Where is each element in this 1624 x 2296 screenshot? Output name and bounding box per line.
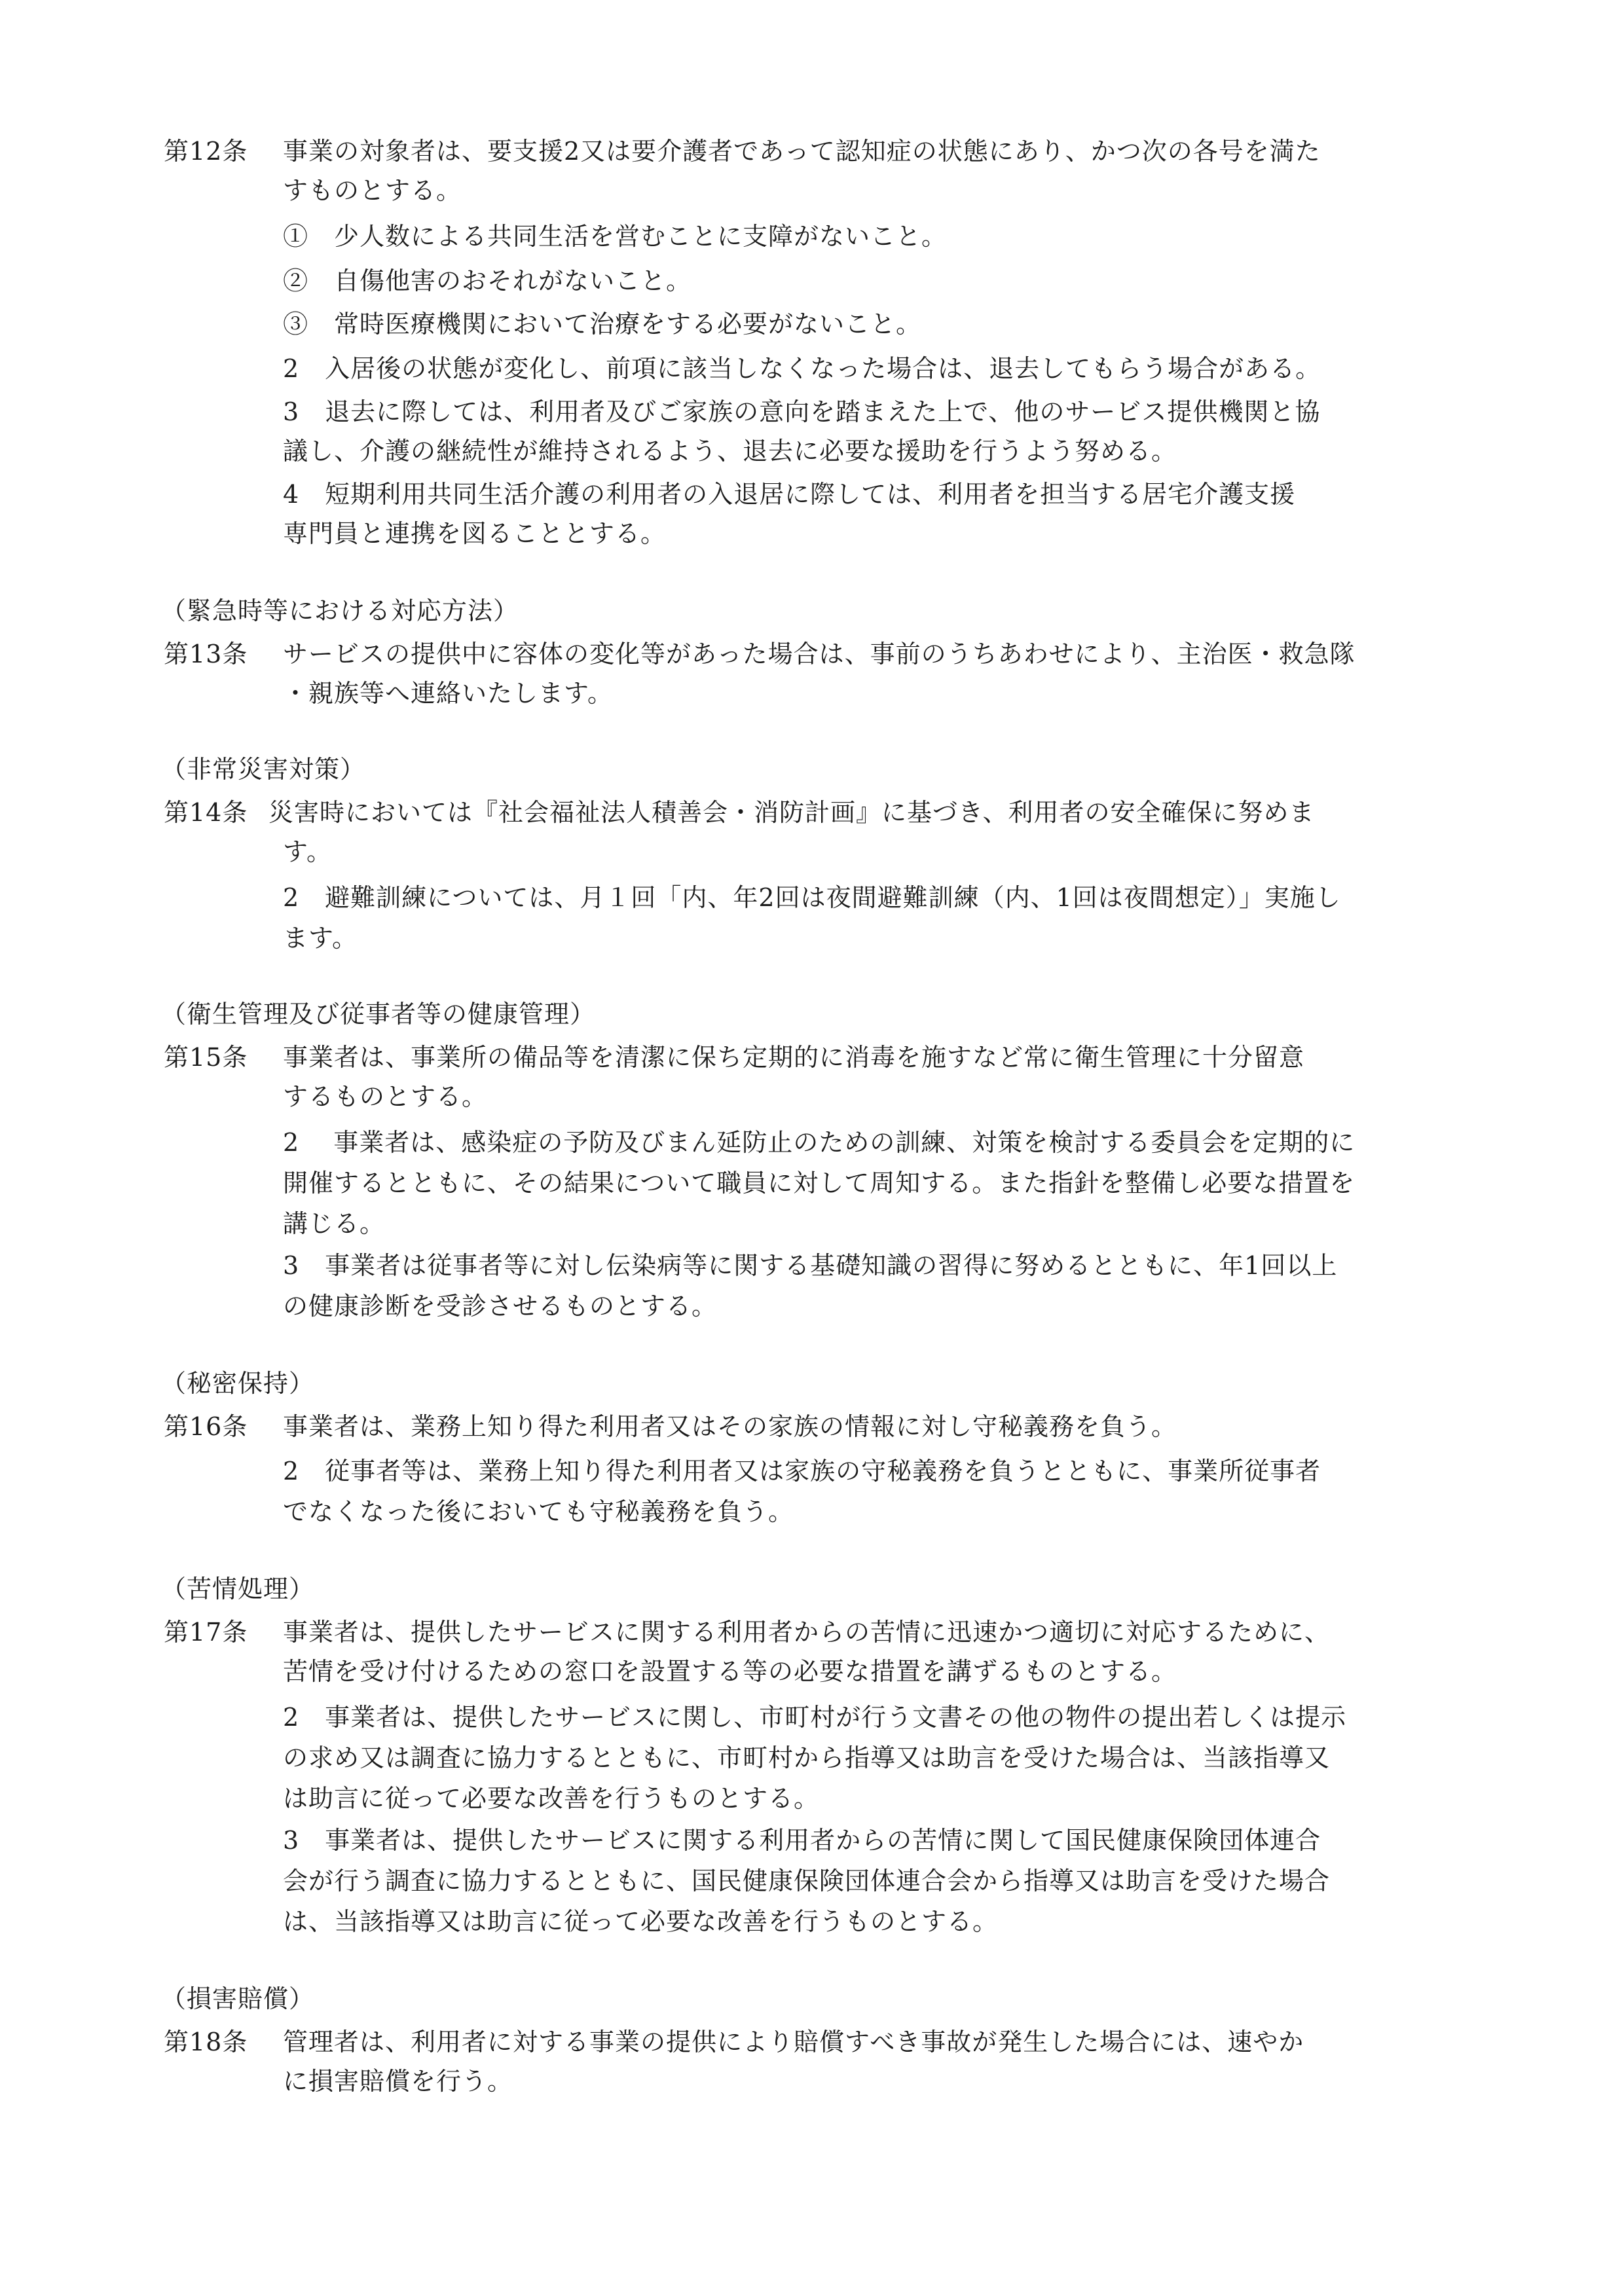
article-13-text-line-1: サービスの提供中に容体の変化等があった場合は、事前のうちあわせにより、主治医・救急隊: [283, 640, 1356, 668]
article-15-clause-3-line-1: 3 事業者は従事者等に対し伝染病等に関する基礎知識の習得に努めるとともに、年1回以上: [283, 1251, 1338, 1280]
article-15-text-line-1: 事業者は、事業所の備品等を清潔に保ち定期的に消毒を施すなど常に衛生管理に十分留意: [283, 1043, 1305, 1072]
article-17-clause-2-line-2: の求め又は調査に協力するとともに、市町村から指導又は助言を受けた場合は、当該指導又: [283, 1743, 1331, 1772]
article-17-clause-3-line-2: 会が行う調査に協力するとともに、国民健康保険団体連合会から指導又は助言を受けた場合: [283, 1867, 1331, 1895]
article-12-text-line-2: すものとする。: [283, 176, 462, 205]
article-15-clause-2-line-3: 講じる。: [283, 1209, 386, 1238]
article-18-number: 第18条: [164, 2028, 248, 2056]
article-12-clause-3-line-1: 3 退去に際しては、利用者及びご家族の意向を踏まえた上で、他のサービス提供機関と協: [283, 397, 1321, 426]
article-18-text-line-2: に損害賠償を行う。: [283, 2067, 513, 2096]
article-12-item-2: ② 自傷他害のおそれがないこと。: [283, 266, 692, 295]
article-17-clause-3-line-1: 3 事業者は、提供したサービスに関する利用者からの苦情に関して国民健康保険団体連合: [283, 1826, 1321, 1855]
article-16-clause-2-line-2: でなくなった後においても守秘義務を負う。: [283, 1497, 794, 1526]
article-12-number: 第12条: [164, 137, 248, 166]
article-12-item-1: ① 少人数による共同生活を営むことに支障がないこと。: [283, 222, 948, 251]
article-12-clause-4-line-1: 4 短期利用共同生活介護の利用者の入退居に際しては、利用者を担当する居宅介護支援: [283, 480, 1296, 509]
article-15-heading: （衛生管理及び従事者等の健康管理）: [161, 1000, 596, 1029]
article-13-text-line-2: ・親族等へ連絡いたします。: [283, 679, 613, 708]
article-14-text-line-2: す。: [283, 837, 332, 866]
article-17-clause-2-line-3: は助言に従って必要な改善を行うものとする。: [283, 1784, 820, 1813]
article-12-item-3: ③ 常時医療機関において治療をする必要がないこと。: [283, 310, 922, 338]
article-18-text-line-1: 管理者は、利用者に対する事業の提供により賠償すべき事故が発生した場合には、速やか: [283, 2028, 1304, 2056]
article-14-clause-2-line-1: 2 避難訓練については、月１回「内、年2回は夜間避難訓練（内、1回は夜間想定）」実施し: [283, 883, 1341, 912]
article-14-clause-2-line-2: ます。: [283, 924, 358, 953]
article-12-text-line-1: 事業の対象者は、要支援2又は要介護者であって認知症の状態にあり、かつ次の各号を満た: [283, 137, 1321, 166]
article-17-text-line-1: 事業者は、提供したサービスに関する利用者からの苦情に迅速かつ適切に対応するために、: [283, 1618, 1331, 1647]
article-13-number: 第13条: [164, 640, 248, 668]
article-15-text-line-2: するものとする。: [283, 1082, 488, 1111]
article-16-clause-2-line-1: 2 従事者等は、業務上知り得た利用者又は家族の守秘義務を負うとともに、事業所従事者: [283, 1457, 1321, 1485]
article-12-clause-3-line-2: 議し、介護の継続性が維持されるよう、退去に必要な援助を行うよう努める。: [283, 437, 1177, 465]
article-18-heading: （損害賠償）: [161, 1984, 315, 2013]
article-17-heading: （苦情処理）: [161, 1575, 315, 1603]
article-14-number: 第14条: [164, 798, 248, 827]
article-17-number: 第17条: [164, 1618, 248, 1647]
article-13-heading: （緊急時等における対応方法）: [161, 596, 519, 625]
article-12-clause-2: 2 入居後の状態が変化し、前項に該当しなくなった場合は、退去してもらう場合がある。: [283, 354, 1321, 383]
article-17-clause-2-line-1: 2 事業者は、提供したサービスに関し、市町村が行う文書その他の物件の提出若しくは提示: [283, 1703, 1347, 1732]
article-15-clause-3-line-2: の健康診断を受診させるものとする。: [283, 1292, 718, 1321]
article-15-number: 第15条: [164, 1043, 248, 1072]
article-16-text-line-1: 事業者は、業務上知り得た利用者又はその家族の情報に対し守秘義務を負う。: [283, 1412, 1177, 1441]
article-12-clause-4-line-2: 専門員と連携を図ることとする。: [283, 519, 667, 548]
article-17-text-line-2: 苦情を受け付けるための窓口を設置する等の必要な措置を講ずるものとする。: [283, 1657, 1177, 1686]
article-16-heading: （秘密保持）: [161, 1369, 315, 1398]
article-15-clause-2-line-1: 2 事業者は、感染症の予防及びまん延防止のための訓練、対策を検討する委員会を定期的に: [283, 1128, 1356, 1157]
article-16-number: 第16条: [164, 1412, 248, 1441]
article-14-text-line-1: 災害時においては『社会福祉法人積善会・消防計画』に基づき、利用者の安全確保に努めま: [268, 798, 1315, 827]
article-14-heading: （非常災害対策）: [161, 755, 366, 784]
article-15-clause-2-line-2: 開催するとともに、その結果について職員に対して周知する。また指針を整備し必要な措置を: [283, 1169, 1356, 1197]
article-17-clause-3-line-3: は、当該指導又は助言に従って必要な改善を行うものとする。: [283, 1907, 999, 1936]
